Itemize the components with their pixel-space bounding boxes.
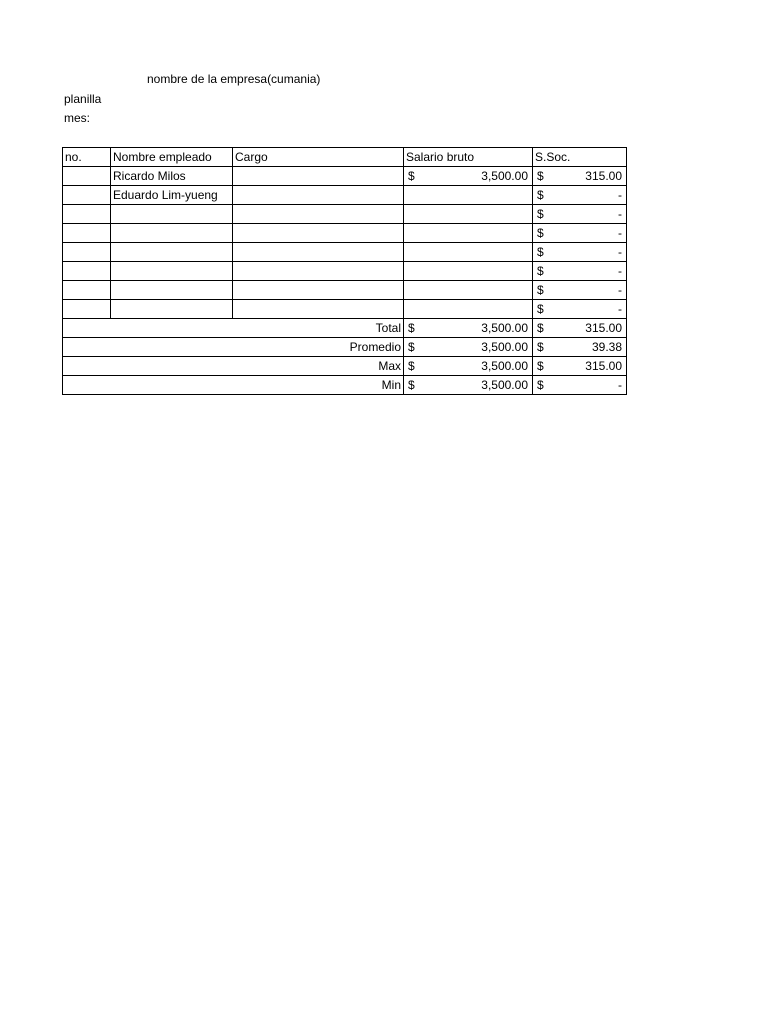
amount: - — [618, 283, 622, 297]
cell-cargo[interactable] — [233, 167, 404, 186]
cell-cargo[interactable] — [233, 205, 404, 224]
currency-symbol: $ — [537, 359, 544, 373]
cell-cargo[interactable] — [233, 186, 404, 205]
amount: 3,500.00 — [481, 169, 528, 183]
table-row — [63, 262, 627, 281]
cell-name[interactable]: Eduardo Lim-yueng — [111, 186, 233, 205]
table-row — [63, 224, 627, 243]
summary-label[interactable]: Total — [63, 319, 404, 338]
cell-salario[interactable] — [404, 281, 533, 300]
summary-label[interactable]: Promedio — [63, 338, 404, 357]
cell-ssoc[interactable] — [533, 319, 627, 338]
header-row — [63, 148, 627, 167]
cell-ssoc[interactable] — [533, 205, 627, 224]
summary-row-promedio — [63, 338, 627, 357]
header-cargo[interactable]: Cargo — [233, 148, 404, 167]
amount: - — [618, 378, 622, 392]
currency-symbol: $ — [537, 340, 544, 354]
cell-salario[interactable] — [404, 186, 533, 205]
currency-symbol: $ — [408, 378, 415, 392]
amount: - — [618, 207, 622, 221]
currency-symbol: $ — [537, 283, 544, 297]
cell-salario[interactable] — [404, 376, 533, 395]
currency-symbol: $ — [537, 226, 544, 240]
planilla-label: planilla — [64, 92, 102, 106]
header-ssoc[interactable]: S.Soc. — [533, 148, 627, 167]
table-row — [63, 167, 627, 186]
amount: - — [618, 226, 622, 240]
cell-cargo[interactable] — [233, 281, 404, 300]
cell-ssoc[interactable] — [533, 167, 627, 186]
cell-salario[interactable] — [404, 205, 533, 224]
cell-ssoc[interactable] — [533, 300, 627, 319]
header-no[interactable]: no. — [63, 148, 111, 167]
cell-no[interactable] — [63, 262, 111, 281]
amount: 3,500.00 — [481, 340, 528, 354]
cell-cargo[interactable] — [233, 300, 404, 319]
amount: - — [618, 302, 622, 316]
amount: 315.00 — [585, 169, 622, 183]
summary-row-max — [63, 357, 627, 376]
amount: 3,500.00 — [481, 321, 528, 335]
cell-no[interactable] — [63, 186, 111, 205]
cell-cargo[interactable] — [233, 224, 404, 243]
cell-ssoc[interactable] — [533, 376, 627, 395]
cell-no[interactable] — [63, 243, 111, 262]
currency-symbol: $ — [408, 359, 415, 373]
cell-name[interactable]: Ricardo Milos — [111, 167, 233, 186]
header-salario[interactable]: Salario bruto — [404, 148, 533, 167]
cell-name[interactable] — [111, 224, 233, 243]
cell-salario[interactable] — [404, 338, 533, 357]
cell-name[interactable] — [111, 300, 233, 319]
cell-salario[interactable] — [404, 357, 533, 376]
cell-no[interactable] — [63, 281, 111, 300]
cell-ssoc[interactable] — [533, 281, 627, 300]
currency-symbol: $ — [537, 207, 544, 221]
company-title: nombre de la empresa(cumania) — [147, 72, 321, 86]
cell-name[interactable] — [111, 281, 233, 300]
currency-symbol: $ — [408, 169, 415, 183]
summary-row-min — [63, 376, 627, 395]
amount: 3,500.00 — [481, 378, 528, 392]
table-row — [63, 205, 627, 224]
table-row — [63, 243, 627, 262]
currency-symbol: $ — [408, 321, 415, 335]
currency-symbol: $ — [537, 264, 544, 278]
header-name[interactable]: Nombre empleado — [111, 148, 233, 167]
cell-name[interactable] — [111, 205, 233, 224]
cell-name[interactable] — [111, 262, 233, 281]
cell-ssoc[interactable] — [533, 243, 627, 262]
cell-salario[interactable] — [404, 262, 533, 281]
mes-label: mes: — [64, 111, 91, 125]
cell-salario[interactable] — [404, 243, 533, 262]
table-row — [63, 186, 627, 205]
amount: 39.38 — [591, 340, 622, 354]
cell-no[interactable] — [63, 167, 111, 186]
currency-symbol: $ — [537, 378, 544, 392]
currency-symbol: $ — [537, 245, 544, 259]
cell-cargo[interactable] — [233, 243, 404, 262]
amount: - — [618, 245, 622, 259]
currency-symbol: $ — [408, 340, 415, 354]
cell-salario[interactable] — [404, 167, 533, 186]
cell-ssoc[interactable] — [533, 186, 627, 205]
summary-label[interactable]: Min — [63, 376, 404, 395]
cell-ssoc[interactable] — [533, 224, 627, 243]
currency-symbol: $ — [537, 188, 544, 202]
payroll-table — [62, 147, 627, 395]
cell-no[interactable] — [63, 300, 111, 319]
cell-no[interactable] — [63, 205, 111, 224]
cell-name[interactable] — [111, 243, 233, 262]
amount: - — [618, 264, 622, 278]
amount: - — [618, 188, 622, 202]
cell-no[interactable] — [63, 224, 111, 243]
cell-ssoc[interactable] — [533, 262, 627, 281]
cell-salario[interactable] — [404, 319, 533, 338]
amount: 3,500.00 — [481, 359, 528, 373]
summary-row-total — [63, 319, 627, 338]
currency-symbol: $ — [537, 321, 544, 335]
table-row — [63, 300, 627, 319]
cell-salario[interactable] — [404, 300, 533, 319]
amount: 315.00 — [585, 321, 622, 335]
amount: 315.00 — [585, 359, 622, 373]
cell-salario[interactable] — [404, 224, 533, 243]
cell-ssoc[interactable] — [533, 357, 627, 376]
cell-cargo[interactable] — [233, 262, 404, 281]
cell-ssoc[interactable] — [533, 338, 627, 357]
currency-symbol: $ — [537, 302, 544, 316]
summary-label[interactable]: Max — [63, 357, 404, 376]
table-row — [63, 281, 627, 300]
currency-symbol: $ — [537, 169, 544, 183]
